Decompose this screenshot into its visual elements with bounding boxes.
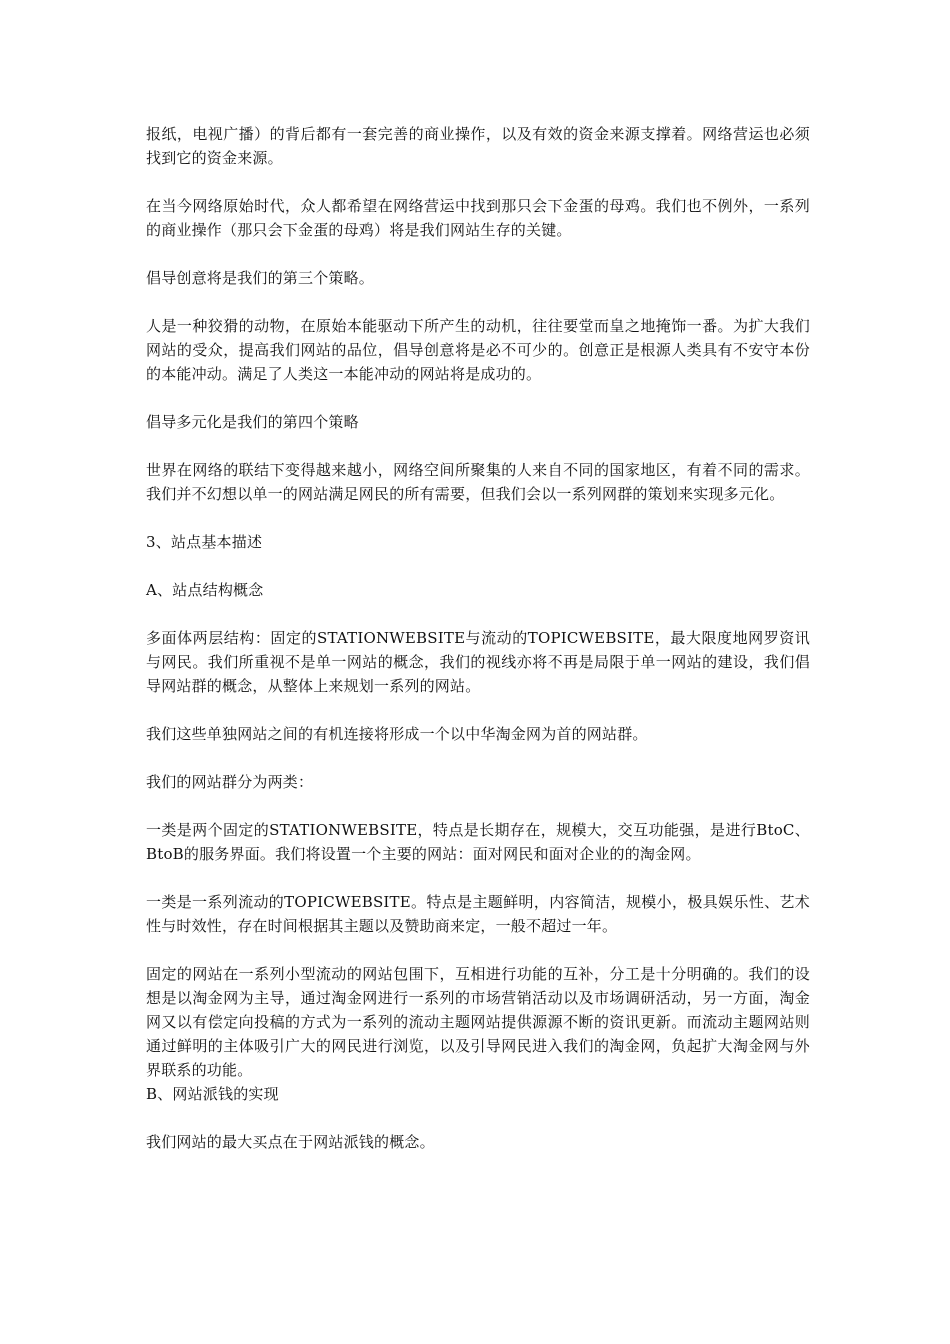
paragraph-station-website: 一类是两个固定的STATIONWEBSITE，特点是长期存在，规模大，交互功能强，是进行BtoC、BtoB的服务界面。我们将设置一个主要的网站：面对网民和面对企业的的淘金网。 xyxy=(146,821,810,863)
paragraph-diversification: 世界在网络的联结下变得越来越小，网络空间所聚集的人来自不同的国家地区，有着不同的需求。我们并不幻想以单一的网站满足网民的所有需要，但我们会以一系列网群的策划来实现多元化。 xyxy=(146,461,810,503)
section-heading-site-description: 3、站点基本描述 xyxy=(146,533,263,551)
paragraph-creativity: 人是一种狡猾的动物，在原始本能驱动下所产生的动机，往往要堂而皇之地掩饰一番。为扩大我们网站的受众，提高我们网站的品位，倡导创意将是必不可少的。创意正是根源人类具有不安守本份的本能冲动。满足了人类这一本能冲动的网站将是成功的。 xyxy=(146,317,810,383)
paragraph-golden-hen: 在当今网络原始时代，众人都希望在网络营运中找到那只会下金蛋的母鸡。我们也不例外，一系列的商业操作（那只会下金蛋的母鸡）将是我们网站生存的关键。 xyxy=(146,197,810,239)
subsection-heading-money-distribution: B、网站派钱的实现 xyxy=(146,1085,279,1103)
heading-third-strategy: 倡导创意将是我们的第三个策略。 xyxy=(146,269,375,287)
heading-fourth-strategy: 倡导多元化是我们的第四个策略 xyxy=(146,413,359,431)
paragraph-funding-source: 报纸，电视广播）的背后都有一套完善的商业操作，以及有效的资金来源支撑着。网络营运也必须找到它的资金来源。 xyxy=(146,125,810,167)
subsection-heading-structure: A、站点结构概念 xyxy=(146,581,264,599)
paragraph-topic-website: 一类是一系列流动的TOPICWEBSITE。特点是主题鲜明，内容简洁，规模小，极具娱乐性、艺术性与时效性，存在时间根据其主题以及赞助商来定，一般不超过一年。 xyxy=(146,893,810,935)
paragraph-complementary-functions: 固定的网站在一系列小型流动的网站包围下，互相进行功能的互补，分工是十分明确的。我们的设想是以淘金网为主导，通过淘金网进行一系列的市场营销活动以及市场调研活动，另一方面，淘金网又以有偿定向投稿的方式为一系列的流动主题网站提供源源不断的资讯更新。而流动主题网站则通过鲜明的主体吸引广大的网民进行浏览，以及引导网民进入我们的淘金网，负起扩大淘金网与外界联系的功能。 xyxy=(146,965,810,1079)
document-page xyxy=(146,122,810,1178)
paragraph-two-types: 我们的网站群分为两类： xyxy=(146,773,314,791)
paragraph-site-group: 我们这些单独网站之间的有机连接将形成一个以中华淘金网为首的网站群。 xyxy=(146,725,648,743)
paragraph-selling-point: 我们网站的最大买点在于网站派钱的概念。 xyxy=(146,1133,435,1151)
paragraph-two-layer-structure: 多面体两层结构：固定的STATIONWEBSITE与流动的TOPICWEBSITE，最大限度地网罗资讯与网民。我们所重视不是单一网站的概念，我们的视线亦将不再是局限于单一网站的建设，我们倡导网站群的概念，从整体上来规划一系列的网站。 xyxy=(146,629,810,695)
